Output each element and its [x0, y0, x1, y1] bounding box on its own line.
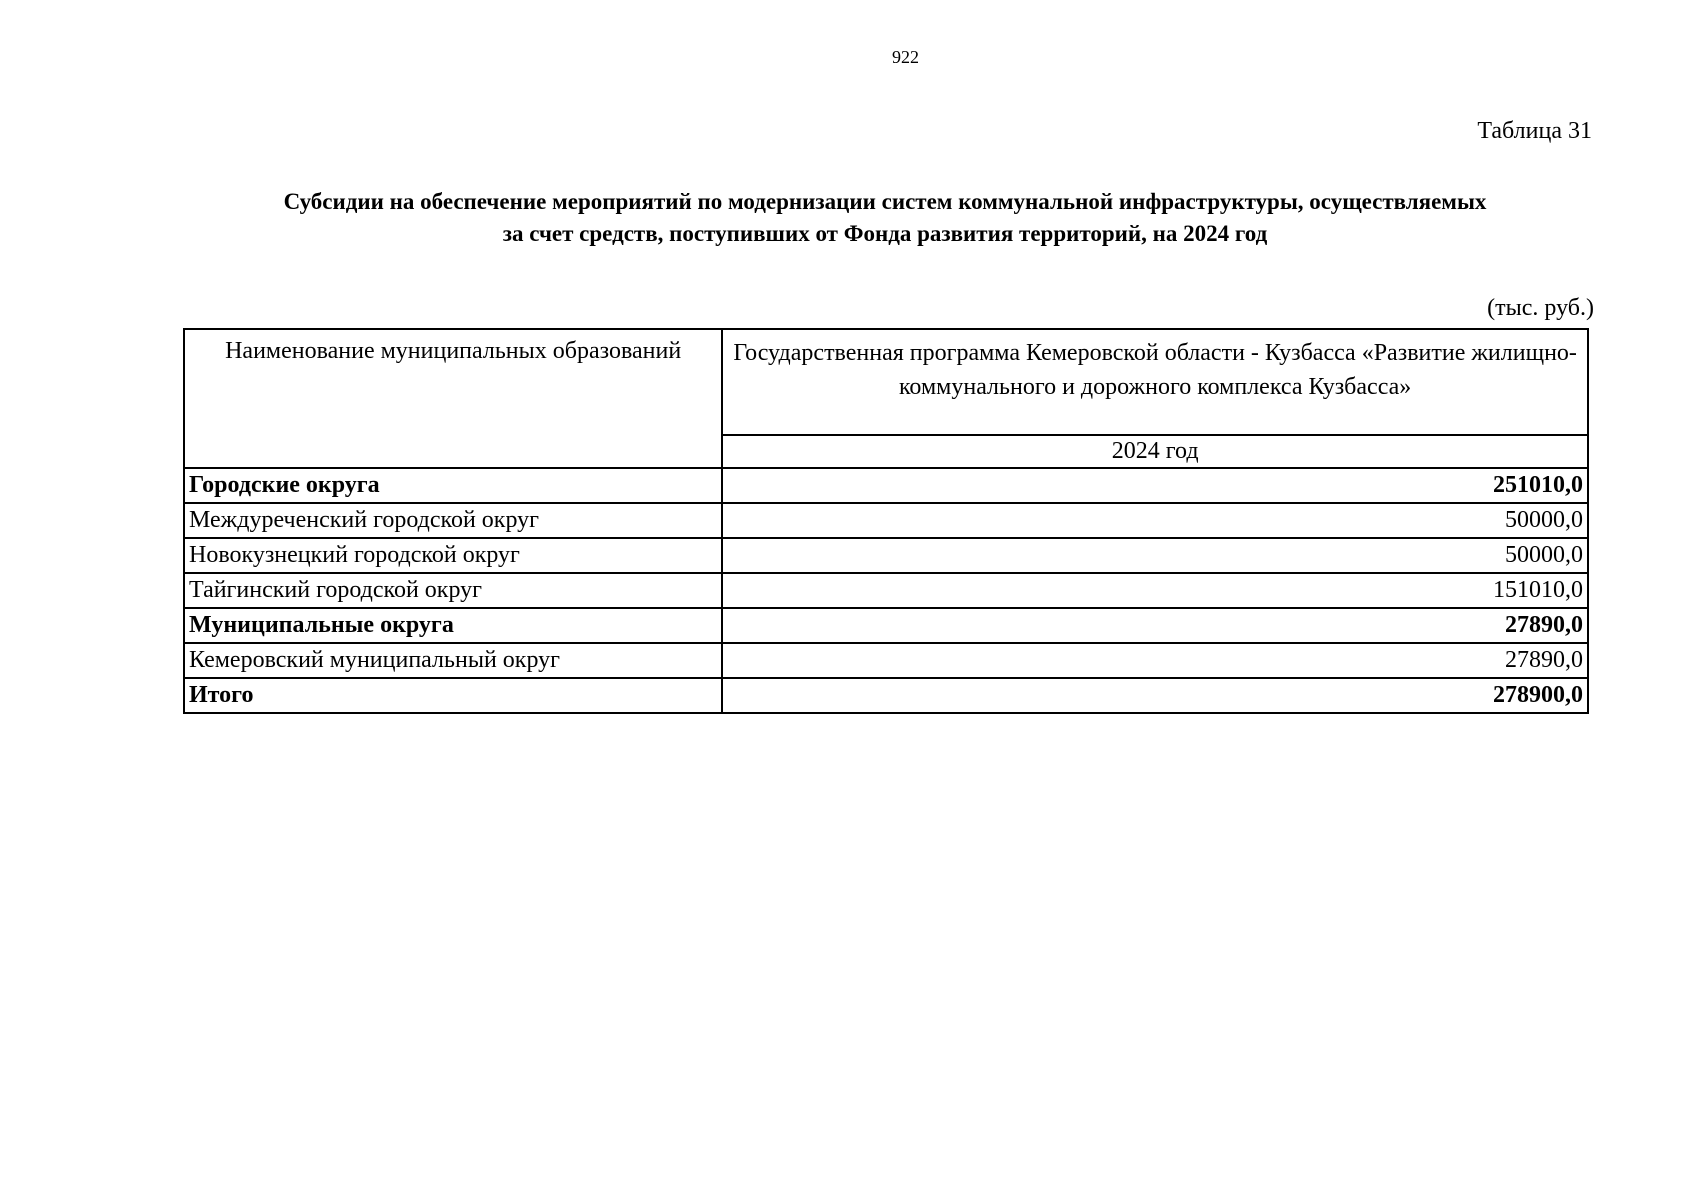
header-program: Государственная программа Кемеровской области - Кузбасса «Развитие жилищно-коммунального и дорожного комплекса Кузбасса» — [722, 329, 1588, 435]
row-name: Междуреченский городской округ — [184, 503, 722, 538]
table-row — [184, 538, 1588, 573]
title-line-1: Субсидии на обеспечение мероприятий по модернизации систем коммунальной инфраструктуры, осуществляемых — [283, 189, 1487, 214]
row-value: 50000,0 — [722, 503, 1588, 538]
table-row — [184, 573, 1588, 608]
row-value: 251010,0 — [722, 468, 1588, 503]
table-row — [184, 468, 1588, 503]
row-name: Тайгинский городской округ — [184, 573, 722, 608]
table-row — [184, 608, 1588, 643]
header-year: 2024 год — [722, 435, 1588, 468]
document-title — [190, 186, 1580, 250]
title-line-2: за счет средств, поступивших от Фонда развития территорий, на 2024 год — [502, 221, 1268, 246]
row-value: 151010,0 — [722, 573, 1588, 608]
page-number: 922 — [892, 47, 919, 67]
table-row — [184, 503, 1588, 538]
row-value: 27890,0 — [722, 608, 1588, 643]
row-name: Новокузнецкий городской округ — [184, 538, 722, 573]
row-name: Муниципальные округа — [184, 608, 722, 643]
table-row — [184, 643, 1588, 678]
header-row — [184, 329, 1588, 435]
table-body — [184, 468, 1588, 713]
row-name: Городские округа — [184, 468, 722, 503]
subsidies-table — [183, 328, 1589, 714]
table-header — [184, 329, 1588, 468]
units-label: (тыс. руб.) — [1487, 295, 1594, 321]
row-value: 278900,0 — [722, 678, 1588, 713]
table-label: Таблица 31 — [1477, 118, 1592, 144]
row-name: Итого — [184, 678, 722, 713]
row-value: 27890,0 — [722, 643, 1588, 678]
header-municipality-name: Наименование муниципальных образований — [184, 329, 722, 468]
table-row — [184, 678, 1588, 713]
row-value: 50000,0 — [722, 538, 1588, 573]
row-name: Кемеровский муниципальный округ — [184, 643, 722, 678]
